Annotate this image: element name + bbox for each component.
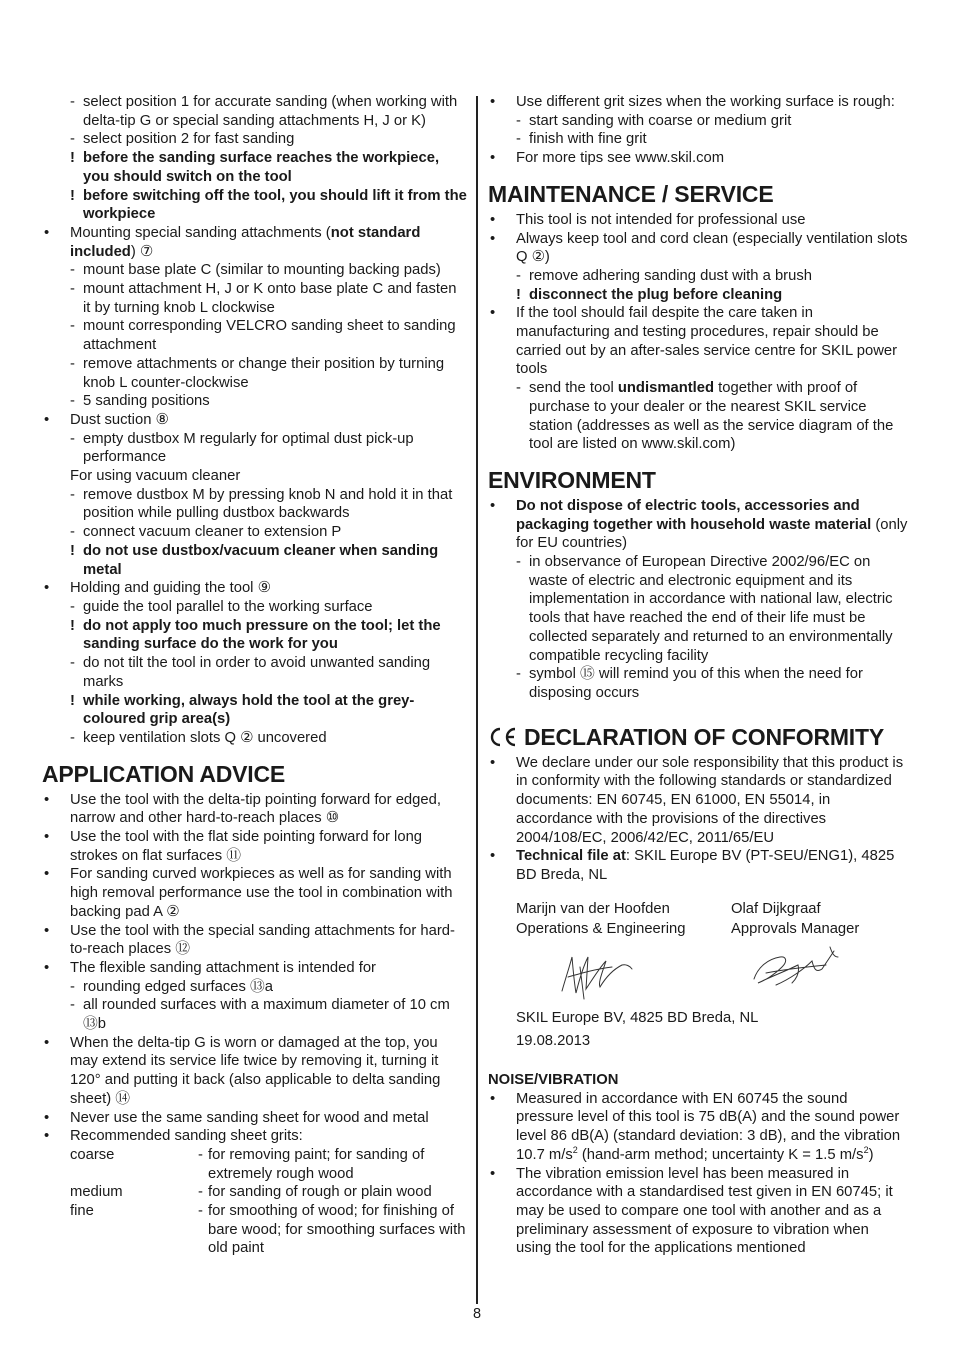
item-text: rounding edged surfaces ⑬a [83, 978, 274, 995]
dash-marker: - [516, 112, 521, 129]
list-item [488, 149, 908, 168]
list-item [488, 1090, 908, 1165]
list-item [42, 280, 467, 317]
list-item [42, 467, 467, 486]
list-item [42, 692, 467, 729]
item-text: finish with fine grit [529, 131, 647, 148]
bullet-marker: • [490, 150, 496, 167]
item-text: do not apply too much pressure on the tool; let the sanding surface do the work for you [83, 617, 441, 653]
item-text-bold: Technical file at [516, 848, 626, 865]
item-text: ) ⑦ [130, 243, 154, 260]
list-item [42, 791, 467, 828]
dash-marker: - [198, 1184, 203, 1201]
list-item [42, 996, 467, 1033]
warning-marker: ! [70, 187, 75, 204]
item-text: Use different grit sizes when the working surface is rough: [516, 94, 895, 110]
list-item [42, 1127, 467, 1146]
dash-marker: - [70, 655, 75, 672]
item-text: together with proof of purchase to your dealer or the nearest SKIL service station (addresses as well as the service diagram of the tool are listed on www.skil.com) [529, 380, 894, 453]
list-item [42, 978, 467, 997]
dash-marker: - [516, 554, 521, 571]
bullet-marker: • [44, 791, 50, 808]
bullet-marker: • [44, 580, 50, 597]
application-advice-heading: APPLICATION ADVICE [42, 760, 286, 787]
list-item [42, 149, 467, 186]
dash-marker: - [70, 131, 75, 148]
list-item [488, 211, 908, 230]
list-item [488, 1165, 908, 1259]
dash-marker: - [516, 131, 521, 148]
sanding-grits-table [42, 1146, 467, 1258]
list-item [488, 267, 908, 286]
list-item [488, 553, 908, 665]
item-text: mount base plate C (similar to mounting backing pads) [83, 262, 441, 279]
signatory-name: Olaf Dijkgraaf [731, 900, 821, 917]
list-item [42, 617, 467, 654]
bullet-marker: • [490, 230, 496, 247]
grit-name: medium [70, 1184, 123, 1201]
list-item [488, 304, 908, 379]
list-item [42, 542, 467, 579]
declaration-list [488, 754, 908, 885]
signature-images [488, 939, 908, 1009]
dash-marker: - [70, 486, 75, 503]
item-text: guide the tool parallel to the working surface [83, 598, 373, 615]
list-item [42, 922, 467, 959]
list-item [42, 392, 467, 411]
application-advice-list [42, 791, 467, 1146]
bullet-marker: • [490, 754, 496, 771]
item-text: Never use the same sanding sheet for wood and metal [70, 1109, 429, 1126]
item-text: do not use dustbox/vacuum cleaner when sanding metal [83, 542, 439, 578]
dash-marker: - [516, 267, 521, 284]
item-text: keep ventilation slots Q ② uncovered [83, 729, 327, 746]
item-text: Use the tool with the delta-tip pointing forward for edged, narrow and other hard-to-reach places ⑩ [70, 791, 441, 827]
bullet-marker: • [490, 497, 496, 514]
list-item [42, 579, 467, 598]
noise-text-a: Measured in accordance with EN 60745 the sound pressure level of this tool is 75 dB(A) and the sound power level 86 dB(A) (standard deviation: 3 dB), and the vibration 10.7 m/s [516, 1090, 901, 1163]
item-text: Mounting special sanding attachments ( [70, 224, 331, 241]
left-column [42, 93, 467, 1258]
warning-marker: ! [70, 617, 75, 634]
right-column [488, 93, 908, 1258]
grit-row [42, 1202, 467, 1258]
noise-text: The vibration emission level has been measured in accordance with a standardised test given in EN 60745; it may be used to compare one tool with another and as a preliminary assessment of exposure to vibration when using the tool for the applications mentioned [516, 1165, 893, 1257]
dash-marker: - [70, 281, 75, 298]
bullet-marker: • [44, 224, 50, 241]
page-number: 8 [472, 1306, 482, 1322]
signature-2-icon [746, 939, 841, 994]
item-text: in observance of European Directive 2002/96/EC on waste of electric and electronic equipment and its implementation in accordance with national law, electric tools that have reached the end of their life must be collected separately and returned to an environmentally compatible recycling facility [529, 554, 893, 664]
list-item [488, 286, 908, 305]
item-text: mount attachment H, J or K onto base plate C and fasten it by turning knob L clockwise [83, 281, 457, 316]
dash-marker: - [198, 1146, 203, 1163]
bullet-marker: • [490, 305, 496, 322]
grit-description: for removing paint; for sanding of extremely rough wood [208, 1146, 425, 1182]
bullet-marker: • [490, 1165, 496, 1182]
list-item [42, 523, 467, 542]
dash-marker: - [70, 997, 75, 1014]
item-text: send the tool [529, 380, 618, 397]
item-text: We declare under our sole responsibility that this product is in conformity with the following standards or standardized documents: EN 60745, EN 61000, EN 55014, in accordance with the provisions of the directives 2004/108/EC, 2006/42/EC, 2011/65/EU [516, 754, 904, 846]
operation-instructions [42, 93, 467, 748]
noise-text-c: ) [868, 1146, 874, 1163]
list-item [42, 1109, 467, 1128]
list-item [488, 665, 908, 702]
dash-marker: - [70, 318, 75, 335]
list-item [42, 411, 467, 430]
signatory-role: Operations & Engineering [516, 920, 686, 937]
list-item [488, 379, 908, 454]
grit-row [42, 1183, 467, 1202]
signatory-name: Marijn van der Hoofden [516, 900, 670, 917]
dash-marker: - [70, 393, 75, 410]
dash-marker: - [70, 598, 75, 615]
bullet-marker: • [490, 211, 496, 228]
signatories [488, 899, 908, 939]
declaration-title: DECLARATION OF CONFORMITY [524, 723, 884, 750]
item-text: For using vacuum cleaner [70, 468, 241, 485]
list-item [488, 230, 908, 267]
item-text: For more tips see www.skil.com [516, 150, 725, 167]
dash-marker: - [70, 94, 75, 110]
environment-heading: ENVIRONMENT [488, 466, 656, 493]
superscript: 2 [863, 1144, 869, 1155]
item-text: do not tilt the tool in order to avoid unwanted sanding marks [83, 655, 431, 690]
list-item [42, 93, 467, 130]
list-item [488, 112, 908, 131]
list-item [488, 497, 908, 553]
list-item [488, 847, 908, 884]
item-text: start sanding with coarse or medium grit [529, 112, 792, 129]
bullet-marker: • [44, 866, 50, 883]
noise-text-b: (hand-arm method; uncertainty K = 1.5 m/s [577, 1146, 864, 1163]
warning-marker: ! [70, 692, 75, 709]
list-item [42, 430, 467, 467]
warning-marker: ! [70, 150, 75, 167]
dash-marker: - [70, 262, 75, 279]
bullet-marker: • [44, 829, 50, 846]
list-item [42, 654, 467, 691]
bullet-marker: • [490, 848, 496, 865]
bullet-marker: • [44, 922, 50, 939]
dash-marker: - [70, 430, 75, 447]
item-text-bold: Do not dispose of electric tools, accessories and packaging together with household waste material [516, 497, 872, 533]
list-item [42, 1034, 467, 1109]
grit-description: for smoothing of wood; for finishing of bare wood; for smoothing surfaces with old paint [208, 1203, 466, 1257]
superscript: 2 [572, 1144, 578, 1155]
dash-marker: - [198, 1203, 203, 1220]
item-text: remove attachments or change their position by turning knob L counter-clockwise [83, 355, 445, 391]
list-item [42, 598, 467, 617]
item-text: connect vacuum cleaner to extension P [83, 524, 342, 541]
dash-marker: - [516, 380, 521, 397]
dash-marker: - [70, 355, 75, 372]
item-text: while working, always hold the tool at the grey-coloured grip area(s) [83, 692, 415, 728]
bullet-marker: • [490, 94, 496, 110]
list-item [42, 130, 467, 149]
signatory-role: Approvals Manager [731, 920, 860, 937]
list-item [42, 187, 467, 224]
list-item [42, 828, 467, 865]
dash-marker: - [70, 978, 75, 995]
item-text: : SKIL Europe BV (PT-SEU/ENG1), 4825 BD Breda, NL [516, 848, 895, 883]
item-text: This tool is not intended for professional use [516, 211, 806, 228]
bullet-marker: • [44, 1034, 50, 1051]
list-item [42, 865, 467, 921]
grit-row [42, 1146, 467, 1183]
item-text: Dust suction ⑧ [70, 411, 169, 428]
tips-list [488, 93, 908, 168]
bullet-marker: • [44, 411, 50, 428]
declaration-date: 19.08.2013 [516, 1033, 591, 1050]
signature-1-icon [556, 947, 636, 1002]
list-item [488, 130, 908, 149]
signatory-2 [731, 899, 859, 939]
item-text: 5 sanding positions [83, 393, 210, 410]
maintenance-heading: MAINTENANCE / SERVICE [488, 180, 774, 207]
item-text: For sanding curved workpieces as well as for sanding with high removal performance use the tool in combination with backing pad A ② [70, 866, 453, 920]
column-divider [476, 96, 478, 1304]
item-text-bold: not standard included [70, 224, 421, 260]
item-text: Use the tool with the special sanding attachments for hard-to-reach places ⑫ [70, 922, 455, 958]
bullet-marker: • [44, 1109, 50, 1126]
signatory-1 [516, 899, 731, 939]
item-text: If the tool should fail despite the care taken in manufacturing and testing procedures, repair should be carried out by an after-sales service centre for SKIL power tools [516, 305, 898, 378]
environment-list [488, 497, 908, 703]
ce-mark-icon [488, 726, 518, 748]
bullet-marker: • [44, 959, 50, 976]
maintenance-list [488, 211, 908, 454]
list-item [42, 317, 467, 354]
item-text: Holding and guiding the tool ⑨ [70, 580, 271, 597]
list-item [42, 355, 467, 392]
company-address: SKIL Europe BV, 4825 BD Breda, NL [516, 1009, 759, 1026]
list-item [488, 754, 908, 848]
grit-name: fine [70, 1203, 94, 1220]
list-item [42, 261, 467, 280]
warning-marker: ! [516, 286, 521, 303]
item-text: all rounded surfaces with a maximum diameter of 10 cm ⑬b [83, 997, 450, 1033]
dash-marker: - [70, 729, 75, 746]
list-item [42, 959, 467, 978]
item-text: Always keep tool and cord clean (especially ventilation slots Q ②) [516, 230, 908, 266]
list-item [488, 93, 908, 112]
dash-marker: - [516, 666, 521, 683]
noise-vibration-heading: NOISE/VIBRATION [488, 1072, 619, 1089]
bullet-marker: • [490, 1090, 496, 1107]
grit-name: coarse [70, 1146, 115, 1163]
item-text: (only for EU countries) [516, 516, 908, 552]
grit-description: for sanding of rough or plain wood [208, 1184, 432, 1201]
list-item [42, 729, 467, 748]
item-text: before the sanding surface reaches the workpiece, you should switch on the tool [83, 150, 440, 185]
item-text: empty dustbox M regularly for optimal dust pick-up performance [83, 430, 414, 466]
item-text: remove adhering sanding dust with a brush [529, 267, 812, 284]
item-text: Recommended sanding sheet grits: [70, 1128, 303, 1145]
list-item [42, 224, 467, 261]
item-text: select position 1 for accurate sanding (when working with delta-tip G or special sanding attachments H, J or K) [83, 94, 458, 129]
dash-marker: - [70, 524, 75, 541]
item-text: Use the tool with the flat side pointing forward for long strokes on flat surfaces ⑪ [70, 829, 423, 864]
warning-marker: ! [70, 542, 75, 559]
item-text: mount corresponding VELCRO sanding sheet to sanding attachment [83, 318, 456, 354]
item-text: before switching off the tool, you should lift it from the workpiece [83, 187, 467, 223]
item-text: symbol ⑮ will remind you of this when the need for disposing occurs [529, 666, 863, 701]
list-item [42, 486, 467, 523]
declaration-heading [488, 723, 908, 751]
item-text: select position 2 for fast sanding [83, 131, 295, 148]
bullet-marker: • [44, 1128, 50, 1145]
item-text-bold: undismantled [617, 380, 715, 397]
item-text: The flexible sanding attachment is intended for [70, 959, 376, 976]
item-text: remove dustbox M by pressing knob N and hold it in that position while pulling dustbox backwards [83, 486, 453, 522]
item-text: When the delta-tip G is worn or damaged at the top, you may extend its service life twice by removing it, turning it 120° and putting it back (also applicable to delta sanding sheet) ⑭ [70, 1034, 441, 1107]
item-text: disconnect the plug before cleaning [529, 286, 783, 303]
